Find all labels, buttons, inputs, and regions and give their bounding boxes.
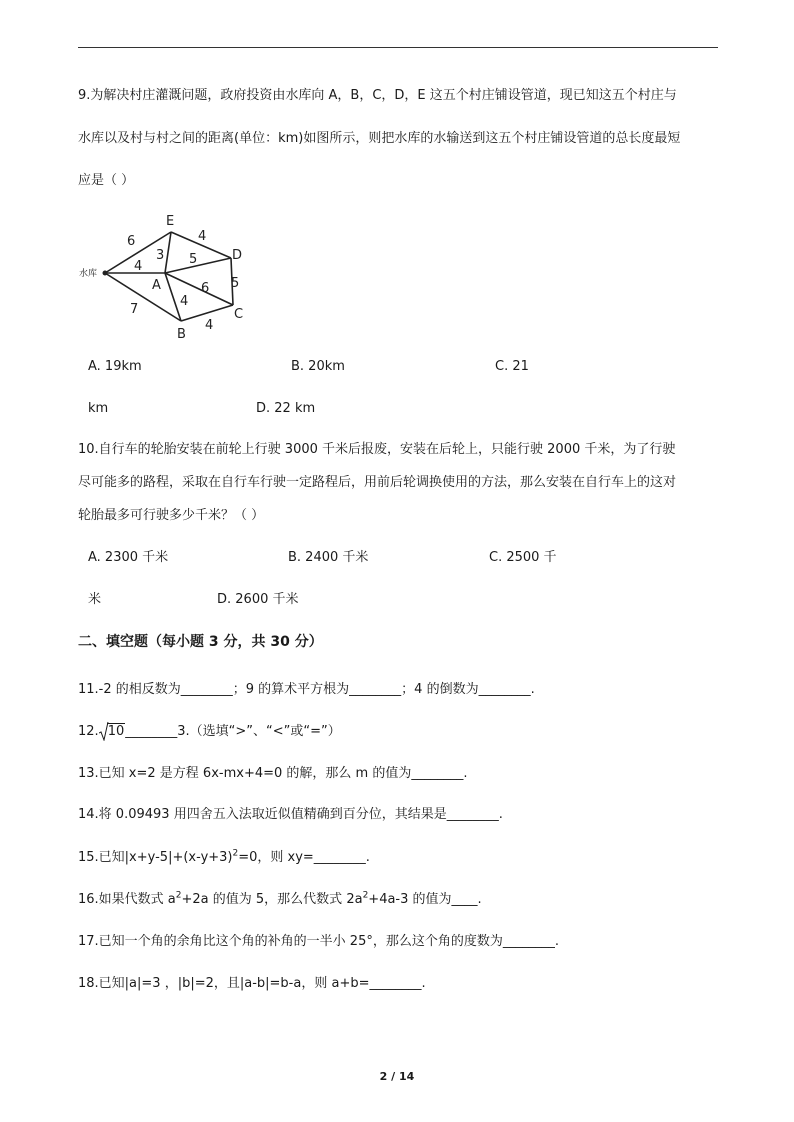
edge-a-c-weight: 6	[201, 281, 210, 296]
edge-a-b-weight: 4	[180, 294, 189, 309]
q10-option-a: A. 2300 千米	[88, 550, 169, 565]
square-root-expression	[99, 723, 126, 741]
edge-b-c-weight: 4	[205, 318, 214, 333]
q12-prefix: 12.	[78, 724, 99, 739]
q9-option-c-cont: km	[88, 401, 109, 416]
q15-text	[78, 849, 370, 867]
q12-radicand: 10	[107, 724, 125, 739]
q9-line-2: 水库以及村与村之间的距离(单位：km)如图所示，则把水库的水输送到这五个村庄铺设管道的总长度最短	[78, 131, 681, 146]
q16-part-1: 16.如果代数式 a	[78, 892, 176, 907]
q12-suffix: ________3.（选填“>”、“<”或“=”）	[125, 724, 341, 739]
q10-option-d: D. 2600 千米	[217, 592, 299, 607]
q10-line-2: 尽可能多的路程，采取在自行车行驶一定路程后，用前后轮调换使用的方法，那么安装在自行车上的这对	[78, 475, 677, 490]
q15-post: =0，则 xy=________.	[238, 850, 370, 865]
q16-text	[78, 891, 482, 909]
edge-reservoir-a-weight: 4	[134, 259, 143, 274]
q10-option-c-cont: 米	[88, 592, 102, 607]
q17-text: 17.已知一个角的余角比这个角的补角的一半小 25°，那么这个角的度数为________.	[78, 934, 559, 949]
node-a-label: A	[152, 278, 161, 293]
q16-exponent-1: 2	[175, 890, 182, 901]
q13-text: 13.已知 x=2 是方程 6x-mx+4=0 的解，那么 m 的值为________.	[78, 766, 468, 781]
q16-part-3: +4a-3 的值为____.	[368, 892, 482, 907]
edge-a-d-weight: 5	[189, 252, 198, 267]
q9-line-3: 应是（ ）	[78, 173, 135, 188]
edge-reservoir-e-weight: 6	[127, 234, 136, 249]
q18-text: 18.已知|a|=3 ，|b|=2，且|a-b|=b-a，则 a+b=________.	[78, 976, 426, 991]
q10-option-b: B. 2400 千米	[288, 550, 369, 565]
q16-part-2: +2a 的值为 5，那么代数式 2a	[181, 892, 363, 907]
q11-text: 11.-2 的相反数为________；9 的算术平方根为________；4 的倒数为________.	[78, 682, 535, 697]
node-b-label: B	[177, 327, 186, 342]
q9-option-d: D. 22 km	[256, 401, 316, 416]
node-e-label: E	[166, 214, 175, 229]
q9-option-b: B. 20km	[291, 359, 345, 374]
q10-option-c: C. 2500 千	[489, 550, 557, 565]
q10-line-3: 轮胎最多可行驶多少千米？（ ）	[78, 508, 265, 523]
q10-line-1: 10.自行车的轮胎安装在前轮上行驶 3000 千米后报废，安装在后轮上，只能行驶 2000 千米，为了行驶	[78, 442, 676, 457]
q9-line-1: 9.为解决村庄灌溉问题，政府投资由水库向 A，B，C，D，E 这五个村庄铺设管道，现已知这五个村庄与	[78, 88, 677, 103]
edge-a-e-weight: 3	[156, 248, 165, 263]
edge-d-c-weight: 5	[231, 276, 240, 291]
q9-option-a: A. 19km	[88, 359, 142, 374]
q12-text	[78, 723, 341, 741]
q14-text: 14.将 0.09493 用四舍五入法取近似值精确到百分位，其结果是________.	[78, 807, 503, 822]
edge-reservoir-b-weight: 7	[130, 302, 139, 317]
q15-pre: 15.已知|x+y-5|+(x-y+3)	[78, 850, 233, 865]
edge-e-d-weight: 4	[198, 229, 207, 244]
node-d-label: D	[232, 248, 243, 263]
q9-network-diagram	[74, 208, 264, 348]
header-rule	[78, 47, 718, 48]
q9-option-c: C. 21	[495, 359, 529, 374]
q15-exponent: 2	[232, 848, 239, 859]
q16-exponent-2: 2	[362, 890, 369, 901]
page-number: 2 / 14	[379, 1070, 415, 1083]
node-c-label: C	[234, 307, 244, 322]
node-reservoir-label: 水库	[79, 269, 98, 279]
section-title: 二、填空题（每小题 3 分，共 30 分）	[78, 634, 323, 650]
